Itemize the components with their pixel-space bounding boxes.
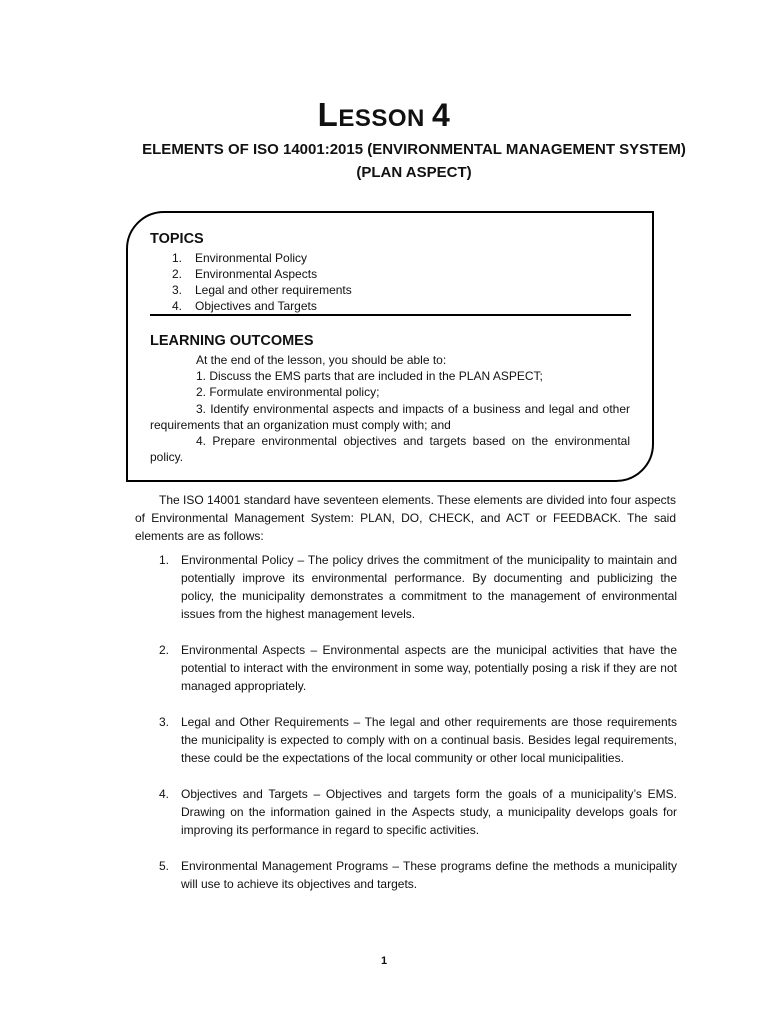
outcome-item: 1. Discuss the EMS parts that are included in the PLAN ASPECT;	[196, 369, 543, 384]
topic-item	[172, 250, 352, 266]
element-number: 2.	[159, 643, 170, 657]
element-item	[159, 785, 677, 839]
intro-paragraph: The ISO 14001 standard have seventeen elements. These elements are divided into four aspects of Environmental Management System: PLAN, DO, CHECK, and ACT or FEEDBACK. The said elements are as follows:	[135, 493, 676, 543]
lesson-number: 4	[432, 97, 451, 133]
outcome-item: 3. Identify environmental aspects and impacts of a business and legal and other requirements that an organization must comply with; and	[150, 401, 630, 432]
topic-item	[172, 266, 352, 282]
element-number: 3.	[159, 715, 170, 729]
element-number: 1.	[159, 553, 170, 567]
topic-label: Environmental Policy	[195, 251, 308, 265]
element-item	[159, 641, 677, 695]
lesson-title-initial: L	[317, 96, 339, 133]
topics-heading: TOPICS	[150, 231, 204, 247]
lesson-subtitle: ELEMENTS OF ISO 14001:2015 (ENVIRONMENTAL MANAGEMENT SYSTEM) (PLAN ASPECT)	[142, 141, 686, 181]
topic-item	[172, 282, 352, 298]
element-number: 5.	[159, 859, 170, 873]
topic-number: 4.	[172, 299, 183, 313]
elements-list	[159, 551, 677, 911]
lesson-title-rest: ESSON	[338, 105, 425, 132]
element-number: 4.	[159, 787, 170, 801]
element-text: Environmental Aspects – Environmental aspects are the municipal activities that have the potential to interact with the environment in some way, potentially posing a risk if they are not managed appropriately.	[181, 643, 677, 693]
element-item	[159, 713, 677, 767]
topic-number: 2.	[172, 267, 183, 281]
page-number: 1	[380, 955, 388, 967]
topic-label: Environmental Aspects	[195, 267, 318, 281]
topic-item	[172, 298, 352, 314]
outcome-item: 2. Formulate environmental policy;	[196, 385, 380, 400]
element-item	[159, 551, 677, 623]
topic-label: Objectives and Targets	[195, 299, 317, 313]
learning-outcomes-body	[150, 352, 630, 465]
element-text: Environmental Management Programs – These programs define the methods a municipality will use to achieve its objectives and targets.	[181, 859, 677, 891]
topic-label: Legal and other requirements	[195, 283, 352, 297]
topic-number: 1.	[172, 251, 183, 265]
topic-number: 3.	[172, 283, 183, 297]
lesson-title	[0, 96, 768, 134]
topic-list	[172, 250, 352, 314]
outcomes-intro: At the end of the lesson, you should be able to:	[196, 353, 447, 367]
element-text: Environmental Policy – The policy drives the commitment of the municipality to maintain and potentially improve its environmental performance. By documenting and publicizing the policy, the municipality demonstrates a commitment to the management of environmental issues from the highest management levels.	[181, 553, 677, 621]
outcome-item: 4. Prepare environmental objectives and targets based on the environmental policy.	[150, 434, 630, 465]
learning-outcomes-heading: LEARNING OUTCOMES	[150, 333, 314, 349]
element-text: Legal and Other Requirements – The legal and other requirements are those requirements the municipality is expected to comply with on a continual basis. Besides legal requirements, these could be the expectations of the local community or other local municipalities.	[181, 715, 677, 765]
element-item	[159, 857, 677, 893]
section-divider	[150, 314, 631, 316]
element-text: Objectives and Targets – Objectives and targets form the goals of a municipality’s EMS. Drawing on the information gained in the Aspects study, a municipality develops goals for improving its performance in regard to specific activities.	[181, 787, 677, 837]
